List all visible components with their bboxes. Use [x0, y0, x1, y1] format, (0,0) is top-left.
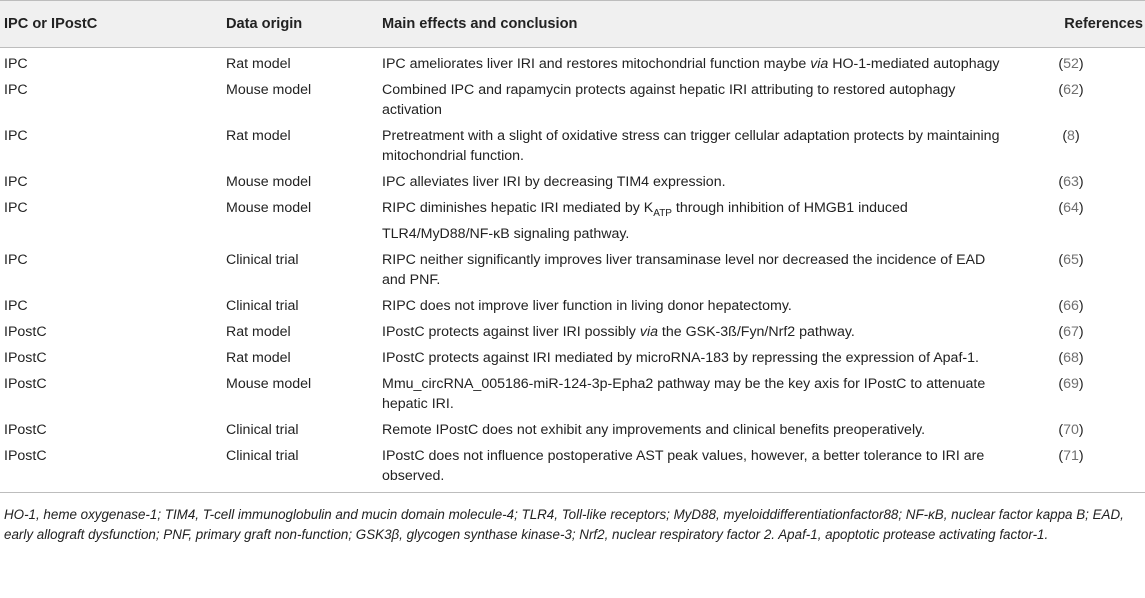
table-row [0, 345, 1145, 371]
cell-reference: (68) [1058, 349, 1084, 366]
cell-effect: Mmu_circRNA_005186-miR-124-3p-Epha2 pathway may be the key axis for IPostC to attenuate hepatic IRI. [382, 375, 986, 412]
cell-effect: Remote IPostC does not exhibit any improvements and clinical benefits preoperatively. [382, 421, 926, 438]
cell-type: IPostC [4, 421, 47, 438]
reference-link[interactable]: 64 [1063, 200, 1079, 216]
cell-effect: RIPC neither significantly improves liver transaminase level nor decreased the incidence of EAD and PNF. [382, 251, 986, 288]
table-row [0, 48, 1145, 78]
cell-reference: (70) [1058, 421, 1084, 438]
cell-reference: (67) [1058, 323, 1084, 340]
table-row [0, 195, 1145, 247]
table-row [0, 319, 1145, 345]
cell-origin: Mouse model [226, 82, 312, 98]
cell-origin: Clinical trial [226, 251, 299, 268]
reference-link[interactable]: 71 [1063, 447, 1079, 464]
cell-origin: Rat model [226, 128, 291, 144]
column-header-origin: Data origin [226, 16, 303, 32]
cell-effect: IPC alleviates liver IRI by decreasing TIM4 expression. [382, 174, 726, 190]
cell-effect: IPostC does not influence postoperative AST peak values, however, a better tolerance to IRI are observed. [382, 447, 985, 484]
table-row [0, 123, 1145, 169]
cell-reference: (63) [1058, 174, 1084, 190]
cell-reference: (65) [1058, 251, 1084, 268]
cell-reference: (71) [1058, 447, 1084, 464]
table-row [0, 77, 1145, 123]
cell-effect: RIPC does not improve liver function in living donor hepatectomy. [382, 297, 792, 314]
cell-type: IPostC [4, 323, 47, 340]
table-row [0, 293, 1145, 319]
reference-link[interactable]: 69 [1063, 375, 1079, 392]
table-row [0, 417, 1145, 443]
cell-reference: (62) [1058, 82, 1084, 98]
cell-reference: (64) [1058, 200, 1084, 216]
cell-reference: (52) [1058, 56, 1084, 72]
cell-type: IPC [4, 82, 28, 98]
cell-effect: IPC ameliorates liver IRI and restores mitochondrial function maybe via HO-1-mediated autophagy [382, 56, 1000, 72]
cell-origin: Clinical trial [226, 297, 299, 314]
cell-type: IPostC [4, 375, 47, 392]
reference-link[interactable]: 67 [1063, 323, 1079, 340]
table-row [0, 371, 1145, 417]
cell-type: IPC [4, 56, 28, 72]
table-body [0, 48, 1145, 493]
cell-type: IPC [4, 297, 28, 314]
cell-origin: Rat model [226, 56, 291, 72]
cell-type: IPC [4, 128, 28, 144]
reference-link[interactable]: 66 [1063, 297, 1079, 314]
table-row [0, 169, 1145, 195]
cell-reference: (8) [1062, 128, 1080, 144]
cell-type: IPostC [4, 447, 47, 464]
column-header-references: References [1064, 16, 1143, 32]
cell-origin: Clinical trial [226, 447, 299, 464]
reference-link[interactable]: 63 [1063, 174, 1079, 190]
reference-link[interactable]: 62 [1063, 82, 1079, 98]
cell-effect: IPostC protects against liver IRI possibly via the GSK-3ß/Fyn/Nrf2 pathway. [382, 323, 855, 340]
table-header [0, 1, 1145, 48]
cell-origin: Rat model [226, 349, 291, 366]
cell-origin: Rat model [226, 323, 291, 340]
column-header-type: IPC or IPostC [4, 16, 98, 32]
reference-link[interactable]: 65 [1063, 251, 1079, 268]
table-footnote: HO-1, heme oxygenase-1; TIM4, T-cell immunoglobulin and mucin domain molecule-4; TLR4, Toll-like receptors; MyD88, myeloiddifferentiationfactor88; NF-κB, nuclear factor kappa B; EAD, early allograft dysfunction; PNF, primary graft non-function; GSK3β, glycogen synthase kinase-3; Nrf2, nuclear respiratory factor 2. Apaf-1, apoptotic protease activating factor-1. [4, 506, 1124, 542]
cell-origin: Mouse model [226, 174, 312, 190]
cell-origin: Clinical trial [226, 421, 299, 438]
cell-type: IPC [4, 200, 28, 216]
reference-link[interactable]: 52 [1063, 56, 1079, 72]
cell-reference: (69) [1058, 375, 1084, 392]
reference-link[interactable]: 70 [1063, 421, 1079, 438]
cell-type: IPC [4, 174, 28, 190]
cell-effect: Combined IPC and rapamycin protects against hepatic IRI attributing to restored autophagy activation [382, 82, 956, 118]
table-row [0, 247, 1145, 293]
header-row [0, 1, 1145, 48]
cell-type: IPostC [4, 349, 47, 366]
cell-origin: Mouse model [226, 200, 312, 216]
cell-effect: RIPC diminishes hepatic IRI mediated by $K_{ATP}$ through inhibition of HMGB1 induced TLR4/MyD88/NF-κB signaling pathway. [382, 200, 908, 242]
reference-link[interactable]: 8 [1067, 128, 1075, 144]
cell-effect: IPostC protects against IRI mediated by microRNA-183 by repressing the expression of Apaf-1. [382, 349, 979, 366]
reference-link[interactable]: 68 [1063, 349, 1079, 366]
table-row [0, 443, 1145, 493]
cell-effect: Pretreatment with a slight of oxidative stress can trigger cellular adaptation protects by maintaining mitochondrial function. [382, 128, 1000, 164]
cell-origin: Mouse model [226, 375, 312, 392]
column-header-effects: Main effects and conclusion [382, 16, 578, 32]
cell-type: IPC [4, 251, 28, 268]
cell-reference: (66) [1058, 297, 1084, 314]
